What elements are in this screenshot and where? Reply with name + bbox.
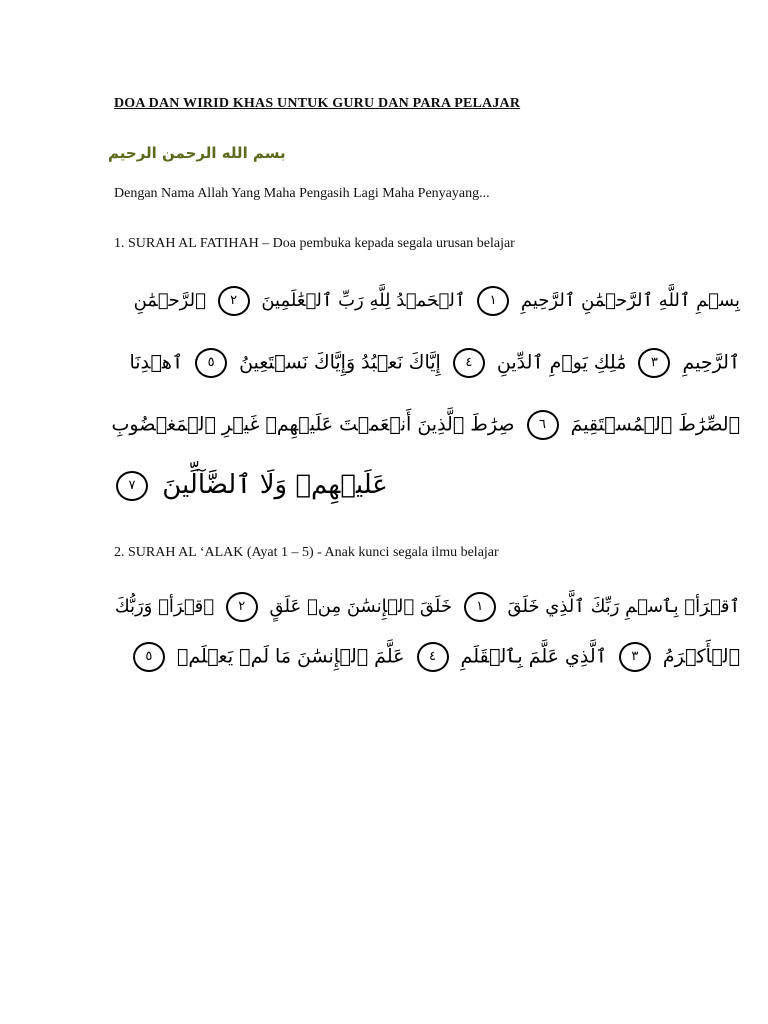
- arabic-text: إِيَّاكَ نَعۡبُدُ وَإِيَّاكَ نَسۡتَعِينُ: [239, 351, 441, 374]
- fatihah-line-2: [129, 348, 740, 378]
- ayah-marker-icon: ٣: [619, 642, 651, 672]
- ayah-marker-icon: ٣: [638, 348, 670, 378]
- arabic-text: ٱقۡرَأۡ بِٱسۡمِ رَبِّكَ ٱلَّذِي خَلَقَ: [507, 596, 740, 617]
- arabic-text: بِسۡمِ ٱللَّهِ ٱلرَّحۡمَٰنِ ٱلرَّحِيمِ: [520, 290, 740, 311]
- ayah-marker-icon: ٢: [226, 592, 258, 622]
- arabic-text: ٱهۡدِنَا: [129, 351, 184, 374]
- fatihah-line-4: [110, 470, 388, 501]
- arabic-text: ٱقۡرَأۡ وَرَبُّكَ: [114, 596, 215, 617]
- arabic-text: عَلَّمَ ٱلۡإِنسَٰنَ مَا لَمۡ يَعۡلَمۡ: [176, 645, 405, 668]
- ayah-marker-icon: ٥: [195, 348, 227, 378]
- arabic-text: خَلَقَ ٱلۡإِنسَٰنَ مِنۡ عَلَقٍ: [269, 596, 452, 617]
- section-heading-fatihah: 1. SURAH AL FATIHAH – Doa pembuka kepada segala urusan belajar: [114, 236, 515, 251]
- arabic-text: ٱلۡأَكۡرَمُ: [662, 645, 740, 668]
- arabic-text: ٱلرَّحۡمَٰنِ: [133, 290, 206, 311]
- fatihah-line-1: [134, 286, 740, 316]
- arabic-text: ٱلۡحَمۡدُ لِلَّهِ رَبِّ ٱلۡعَٰلَمِينَ: [261, 290, 466, 311]
- arabic-text: مَٰلِكِ يَوۡمِ ٱلدِّينِ: [496, 351, 627, 374]
- arabic-text: ٱلصِّرَٰطَ ٱلۡمُسۡتَقِيمَ: [570, 413, 740, 436]
- section-heading-alak: 2. SURAH AL ‘ALAK (Ayat 1 – 5) - Anak kunci segala ilmu belajar: [114, 545, 499, 560]
- fatihah-line-3: [112, 410, 740, 440]
- ayah-marker-icon: ١: [464, 592, 496, 622]
- basmala-calligraphy: بسم الله الرحمن الرحيم: [108, 144, 286, 162]
- ayah-marker-icon: ٦: [527, 410, 559, 440]
- alak-line-2: [127, 642, 740, 672]
- arabic-text: صِرَٰطَ ٱلَّذِينَ أَنۡعَمۡتَ عَلَيۡهِمۡ غَيۡرِ ٱلۡمَغۡضُوبِ: [111, 413, 515, 436]
- ayah-marker-icon: ٤: [453, 348, 485, 378]
- ayah-marker-icon: ٤: [417, 642, 449, 672]
- ayah-marker-icon: ٥: [133, 642, 165, 672]
- ayah-marker-icon: ٢: [218, 286, 250, 316]
- arabic-text: ٱلرَّحِيمِ: [682, 351, 740, 374]
- ayah-marker-icon: ١: [477, 286, 509, 316]
- arabic-text: عَلَيۡهِمۡ وَلَا ٱلضَّآلِّينَ: [162, 470, 388, 500]
- intro-text: Dengan Nama Allah Yang Maha Pengasih Lagi Maha Penyayang...: [114, 186, 490, 201]
- page-title: DOA DAN WIRID KHAS UNTUK GURU DAN PARA PELAJAR: [114, 96, 521, 111]
- arabic-text: ٱلَّذِي عَلَّمَ بِٱلۡقَلَمِ: [460, 645, 607, 668]
- alak-line-1: [115, 592, 740, 622]
- ayah-marker-icon: ٧: [116, 471, 148, 501]
